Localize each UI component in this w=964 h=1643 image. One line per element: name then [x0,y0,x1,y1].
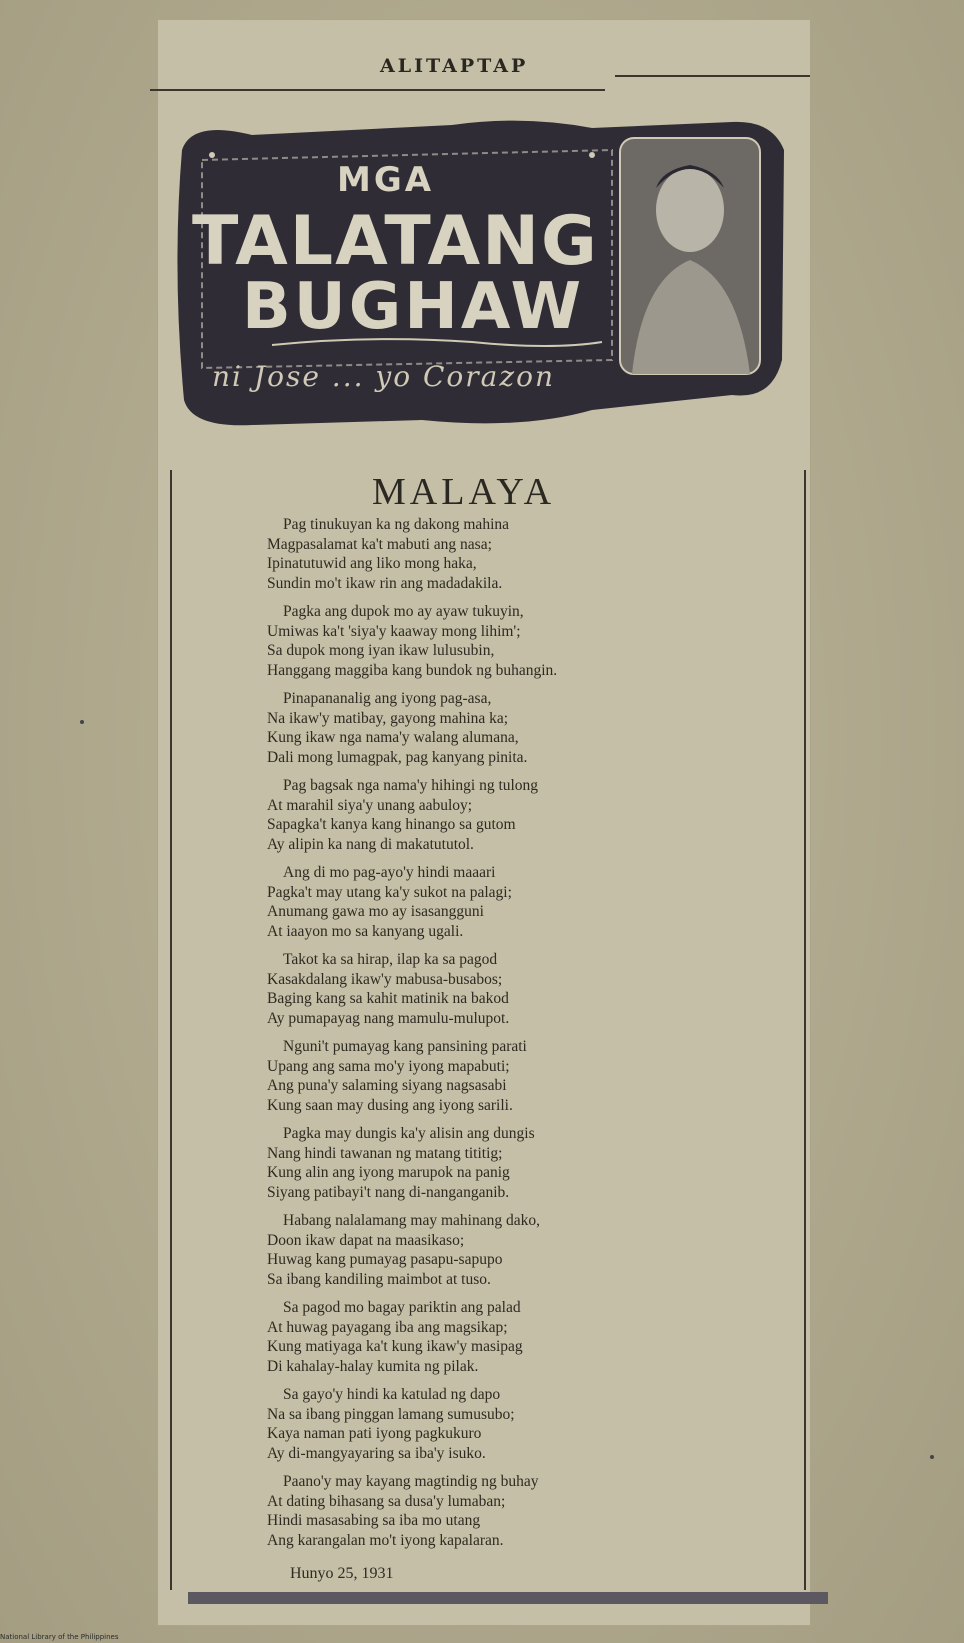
stanza [267,1211,797,1289]
masthead-title: ALITAPTAP [380,55,529,77]
poem-line: Hanggang maggiba kang bundok ng buhangin. [267,661,558,679]
poem-line: Kung alin ang iyong marupok na panig [267,1164,510,1181]
poem-line: Ang di mo pag-ayo'y hindi maaari [283,864,496,881]
poem-line: Ang puna'y salaming siyang nagsasabi [267,1077,507,1094]
poem-line: Kung matiyaga ka't kung ikaw'y masipag [267,1338,523,1355]
poem-column [170,470,806,1590]
poem-line: Hindi masasabing sa iba mo utang [267,1512,481,1529]
poem-line: Pagka may dungis ka'y alisin ang dungis [283,1125,535,1142]
poem-line: Sa gayo'y hindi ka katulad ng dapo [283,1386,501,1403]
poem-line: Umiwas ka't 'siya'y kaaway mong lihim'; [267,622,521,640]
poem-line: Doon ikaw dapat na maasikaso; [267,1231,465,1249]
banner-line-2: TALATANG [192,202,599,281]
poem-line: Pagka ang dupok mo ay ayaw tukuyin, [283,603,524,620]
stanza [267,1472,797,1550]
stanza [267,602,797,680]
poem-line: Paano'y may kayang magtindig ng buhay [283,1473,539,1490]
bottom-rule [188,1592,828,1604]
poem-line: At dating bihasang sa dusa'y lumaban; [267,1492,506,1510]
poem-line: Na ikaw'y matibay, gayong mahina ka; [267,709,509,727]
stanza [267,863,797,941]
dust-speck [930,1455,934,1459]
poem-line: Nguni't pumayag kang pansining parati [283,1038,527,1055]
poem-line: Habang nalalamang may mahinang dako, [283,1212,540,1229]
poem-line: Dali mong lumagpak, pag kanyang pinita. [267,748,528,766]
poem-line: Siyang patibayi't nang di-nanganganib. [267,1183,510,1201]
poem-line: Kung saan may dusing ang iyong sarili. [267,1096,513,1114]
stanza [267,689,797,767]
poem-line: Takot ka sa hirap, ilap ka sa pagod [283,951,498,968]
poem-line: Ay pumapayag nang mamulu-mulupot. [267,1009,510,1027]
masthead-rule [615,75,810,77]
banner [172,110,792,440]
poem-line: Upang ang sama mo'y iyong mapabuti; [267,1057,510,1075]
poem-line: Baging kang sa kahit matinik na bakod [267,990,509,1007]
masthead [150,55,810,95]
poem-line: Sapagka't kanya kang hinango sa gutom [267,816,516,833]
poem-line: Magpasalamat ka't mabuti ang nasa; [267,535,492,553]
archive-credit: National Library of the Philippines [0,1633,119,1641]
poem-line: Ay alipin ka nang di makatututol. [267,835,474,853]
poem-line: Kaya naman pati iyong pagkukuro [267,1425,482,1442]
poem-line: Ang karangalan mo't iyong kapalaran. [267,1531,504,1549]
poem-line: Sa ibang kandiling maimbot at tuso. [267,1270,491,1288]
poem-line: At marahil siya'y unang aabuloy; [267,796,473,814]
poem-line: Pag tinukuyan ka ng dakong mahina [283,516,509,533]
poem-line: At iaayon mo sa kanyang ugali. [267,922,464,940]
stanza [267,515,797,593]
poem-line: Ipinatutuwid ang liko mong haka, [267,555,477,572]
stanza [267,1037,797,1115]
poem-line: At huwag payagang iba ang magsikap; [267,1318,508,1336]
poem-line: Pinapananalig ang iyong pag-asa, [283,690,492,707]
poem-line: Pag bagsak nga nama'y hihingi ng tulong [283,777,539,794]
poem-line: Kung ikaw nga nama'y walang alumana, [267,729,519,746]
banner-line-3: BUGHAW [242,270,585,344]
poem-line: Ay di-mangyayaring sa iba'y isuko. [267,1444,486,1462]
poem-date: Hunyo 25, 1931 [290,1565,394,1582]
banner-byline: ni Jose ... yo Corazon [212,360,555,393]
poem-line: Di kahalay-halay kumita ng pilak. [267,1357,479,1375]
stanza [267,1124,797,1202]
poem-line: Na sa ibang pinggan lamang sumusubo; [267,1405,515,1423]
poem-line: Pagka't may utang ka'y sukot na palagi; [267,883,512,901]
stanza [267,1385,797,1463]
masthead-rule [150,89,605,91]
stanza [267,1298,797,1376]
poem-line: Sa pagod mo bagay pariktin ang palad [283,1299,521,1316]
stanza [267,776,797,854]
poem-line: Sundin mo't ikaw rin ang madadakila. [267,574,503,592]
banner-line-1: MGA [337,160,435,200]
poem-line: Sa dupok mong iyan ikaw lulusubin, [267,642,495,659]
stanza [267,950,797,1028]
dust-speck [80,720,84,724]
poem-line: Anumang gawa mo ay isasangguni [267,903,484,920]
poem-title: MALAYA [372,471,556,513]
poem-line: Huwag kang pumayag pasapu-sapupo [267,1251,503,1268]
poem-line: Nang hindi tawanan ng matang tititig; [267,1144,503,1162]
poem-line: Kasakdalang ikaw'y mabusa-busabos; [267,970,503,988]
